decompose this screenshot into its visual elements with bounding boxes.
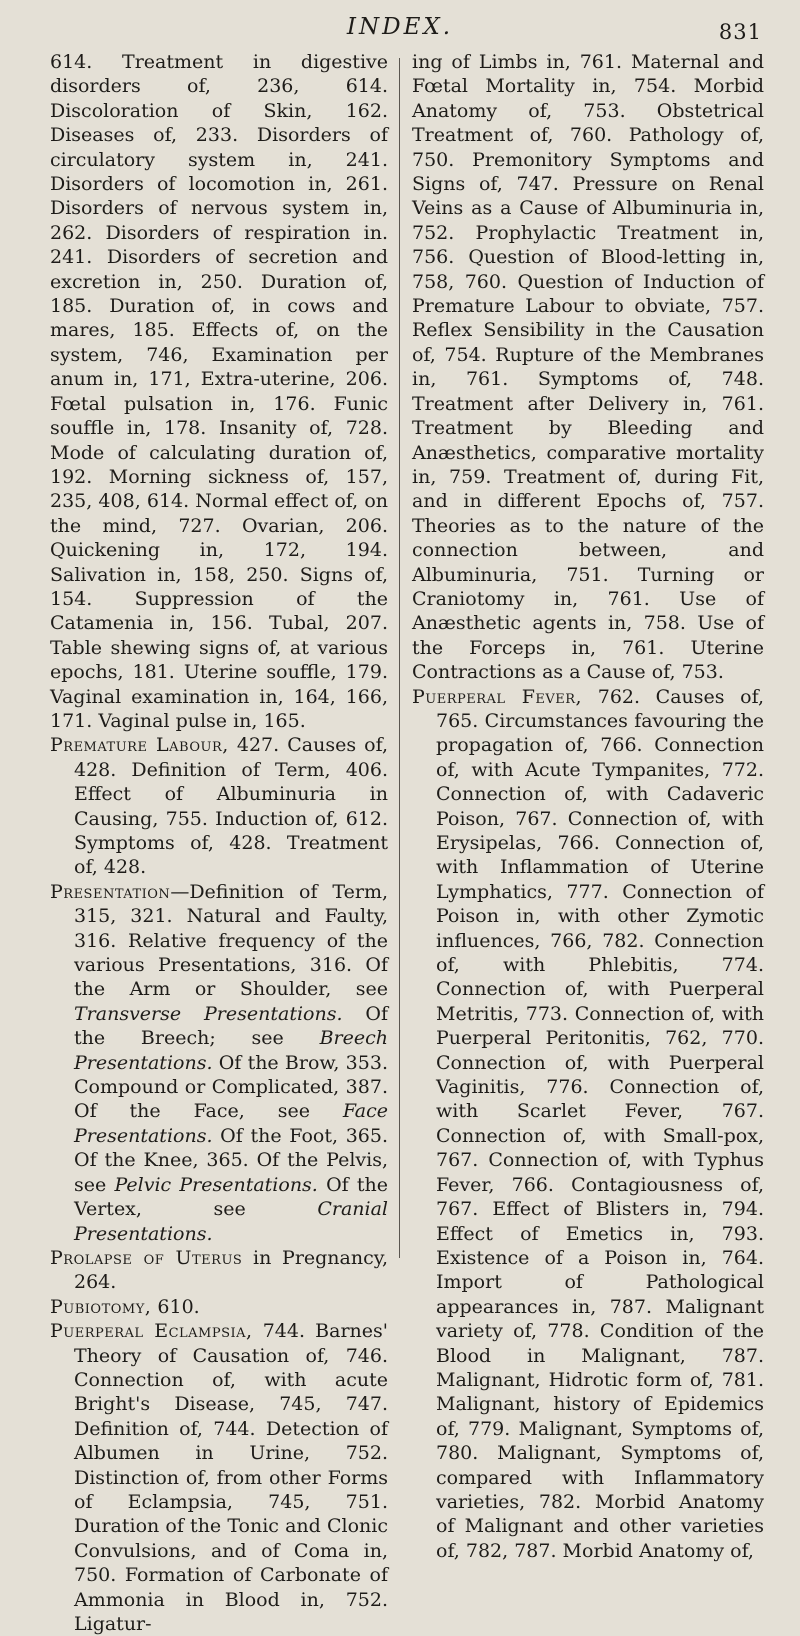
index-entry-pregnancy-continued: 614. Treatment in digestive disorders of, 236, 614. Discoloration of Skin, 162. Diseases of, 233. Disorders of circulatory system in, 241. Disorders of locomotion in, 261. Disorders of nervous system in, 262. Disorders of respiration in. 241. Disorders of secretion and excretion in, 250. Duration of, 185. Duration of, in cows and mares, 185. Effects of, on the system, 746, Examination per anum in, 171, Extra-uterine, 206. Fœtal pulsation in, 176. Funic souffle in, 178. Insanity of, 728. Mode of calculating duration of, 192. Morning sickness of, 157, 235, 408, 614. Normal effect of, on the mind, 727. Ovarian, 206. Quickening in, 172, 194. Salivation in, 158, 250. Signs of, 154. Suppression of the Catamenia in, 156. Tubal, 207. Table shewing signs of, at various epochs, 181. Uterine souffle, 179. Vaginal examination in, 164, 166, 171. Vaginal pulse in, 165. xyxy=(50,51,388,732)
running-head xyxy=(0,14,800,48)
see-reference: Pelvic Presentations. xyxy=(114,1173,318,1196)
entry-headword: Pubiotomy, xyxy=(50,1295,152,1318)
index-entry-puerperal-fever: Puerperal Fever, 762. Causes of, 765. Circumstances favouring the propagation of, 766. Connection of, with Acute Tympanites, 772. Connection of, with Cadaveric Poison, 767. Connection of, with Erysipelas, 766. Connection of, with Inflammation of Uterine Lymphatics, 777. Connection of Poison in, with other Zymotic influences, 766, 782. Connection of, with Phlebitis, 774. Connection of, with Puerperal Metritis, 773. Connection of, with Puerperal Peritonitis, 762, 770. Connection of, with Puerperal Vaginitis, 776. Connection of, with Scarlet Fever, 767. Connection of, with Small-pox, 767. Connection of, with Typhus Fever, 766. Contagiousness of, 767. Effect of Blisters in, 794. Effect of Emetics in, 793. Existence of a Poison in, 764. Import of Pathological appearances in, 787. Malignant variety of, 778. Condition of the Blood in Malignant, 787. Malignant, Hidrotic form of, 781. Malignant, history of Epidemics of, 779. Malignant, Symptoms of, 780. Malignant, Symptoms of, compared with Inflammatory varieties, 782. Morbid Anatomy of Malignant and other varieties of, 782, 787. Morbid Anatomy of, xyxy=(412,685,765,1562)
entry-headword: Prolapse of Uterus xyxy=(50,1246,243,1269)
index-entry-presentation: Presentation—Definition of Term, 315, 321. Natural and Faulty, 316. Relative frequency of the various Presentations, 316. Of the Arm or Shoulder, see Transverse Presentations. Of the Breech; see Breech Presentations. Of the Brow, 353. Compound or Complicated, 387. Of the Face, see Face Presentations. Of the Foot, 365. Of the Knee, 365. Of the Pelvis, see Pelvic Presentations. Of the Vertex, see Cranial Presentations. xyxy=(50,880,388,1245)
index-entry-pubiotomy: Pubiotomy, 610. xyxy=(50,1295,200,1318)
left-column xyxy=(50,50,388,1636)
see-reference: Cranial Presentations. xyxy=(74,1198,388,1245)
see-reference: Transverse Presentations. xyxy=(74,1002,343,1025)
entry-headword: Premature Labour, xyxy=(50,734,229,757)
page-title: INDEX. xyxy=(346,14,454,40)
right-column xyxy=(412,50,764,1563)
see-reference: Face Presentations. xyxy=(74,1100,388,1147)
column-divider xyxy=(399,58,400,1258)
see-reference: Breech Presentations. xyxy=(74,1027,388,1074)
index-entry-puerperal-eclampsia: Puerperal Eclampsia, 744. Barnes' Theory of Causation of, 746. Connection of, with acute Bright's Disease, 745, 747. Definition of, 744. Detection of Albumen in Urine, 752. Distinction of, from other Forms of Eclampsia, 745, 751. Duration of the Tonic and Clonic Convulsions, and of Coma in, 750. Formation of Carbonate of Ammonia in Blood in, 752. Ligatur- xyxy=(50,1320,388,1635)
entry-headword: Puerperal Fever, xyxy=(412,685,583,708)
entry-headword: Puerperal Eclampsia, xyxy=(50,1320,253,1343)
entry-headword: Presentation xyxy=(50,880,171,903)
index-entry-prolapse-of-uterus: Prolapse of Uterus in Pregnancy, 264. xyxy=(50,1246,388,1294)
page-number: 831 xyxy=(718,20,762,44)
index-entry-puerperal-eclampsia-continued: ing of Limbs in, 761. Maternal and Fœtal Mortality in, 754. Morbid Anatomy of, 753. Obstetrical Treatment of, 760. Pathology of, 750. Premonitory Symptoms and Signs of, 747. Pressure on Renal Veins as a Cause of Albuminuria in, 752. Prophylactic Treatment in, 756. Question of Blood-letting in, 758, 760. Question of Induction of Premature Labour to obviate, 757. Reflex Sensibility in the Causation of, 754. Rupture of the Membranes in, 761. Symptoms of, 748. Treatment after Delivery in, 761. Treatment by Bleeding and Anæsthetics, comparative mortality in, 759. Treatment of, during Fit, and in different Epochs of, 757. Theories as to the nature of the connection between, and Albuminuria, 751. Turning or Craniotomy in, 761. Use of Anæsthetic agents in, 758. Use of the Forceps in, 761. Uterine Contractions as a Cause of, 753. xyxy=(412,51,764,684)
index-entry-premature-labour: Premature Labour, 427. Causes of, 428. Definition of Term, 406. Effect of Albuminuria in Causing, 755. Induction of, 612. Symptoms of, 428. Treatment of, 428. xyxy=(50,734,388,879)
